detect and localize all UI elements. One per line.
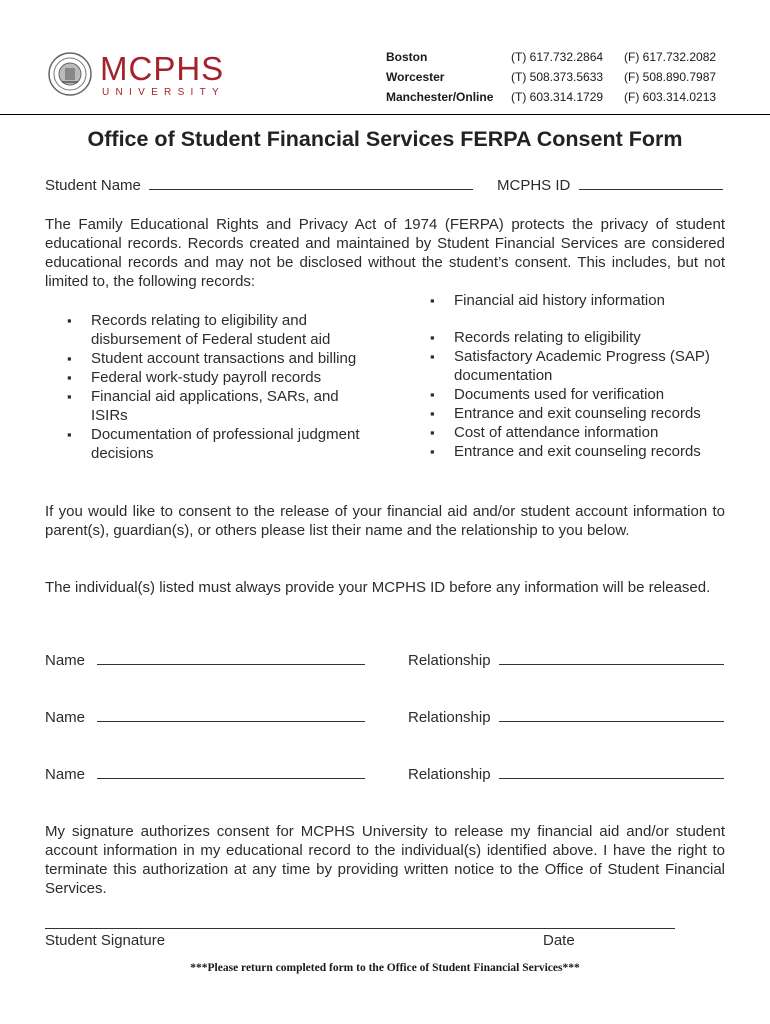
name-label: Name [45, 709, 86, 726]
list-item: ▪ Documentation of professional judgment decisions [67, 425, 367, 463]
relationship-label: Relationship [408, 709, 491, 726]
return-instructions: ***Please return completed form to the Office of Student Financial Services*** [190, 962, 580, 974]
name-line[interactable] [97, 720, 365, 722]
university-seal-icon [48, 52, 92, 96]
relationship-line[interactable] [499, 720, 724, 722]
contact-phone: (T) 508.373.5633 [511, 70, 604, 84]
consent-intro: If you would like to consent to the release of your financial aid and/or student account information to parent(s), guardian(s), or others please list their name and the relationship to you below. [45, 503, 725, 539]
list-item: ▪ Entrance and exit counseling records [430, 404, 730, 423]
contact-fax: (F) 508.890.7987 [624, 70, 717, 84]
contact-row [386, 67, 716, 87]
student-name-label: Student Name [45, 177, 141, 194]
authorization-text: My signature authorizes consent for MCPHS University to release my financial aid and/or student account information in my educational record to the individual(s) identified above. I have the right to terminate this authorization at any time by providing written notice to the Office of Student Financial Services. [45, 823, 725, 897]
university-logo [48, 50, 248, 110]
name-line[interactable] [97, 777, 365, 779]
list-item: ▪ Records relating to eligibility [430, 328, 730, 347]
mcphs-id-label: MCPHS ID [497, 177, 571, 194]
relationship-field[interactable] [408, 652, 724, 669]
contact-name-field[interactable] [45, 652, 365, 669]
contact-phone: (T) 617.732.2864 [511, 50, 604, 64]
records-left-list [67, 311, 367, 463]
records-right-top [430, 291, 730, 310]
contact-name-field[interactable] [45, 709, 365, 726]
contact-fax: (F) 603.314.0213 [624, 90, 717, 104]
list-item: ▪ Entrance and exit counseling records [430, 442, 730, 461]
signature-line[interactable] [45, 928, 675, 929]
relationship-label: Relationship [408, 652, 491, 669]
page-title: Office of Student Financial Services FERPA Consent Form [87, 127, 683, 151]
name-label: Name [45, 652, 86, 669]
id-notice: The individual(s) listed must always provide your MCPHS ID before any information will be released. [45, 579, 711, 596]
relationship-line[interactable] [499, 777, 724, 779]
contact-row [386, 87, 716, 107]
contact-city: Boston [386, 50, 428, 64]
ferpa-intro: The Family Educational Rights and Privacy Act of 1974 (FERPA) protects the privacy of student educational records. Records created and maintained by Student Financial Services are considered educational records and may not be disclosed without the student’s consent. This includes, but not limited to, the following records: [45, 216, 725, 290]
contact-fax: (F) 617.732.2082 [624, 50, 717, 64]
relationship-label: Relationship [408, 766, 491, 783]
records-right-list [430, 328, 730, 461]
logo-subtext: UNIVERSITY [102, 87, 226, 98]
name-label: Name [45, 766, 86, 783]
contact-city: Manchester/Online [386, 90, 494, 104]
student-name-line[interactable] [149, 188, 473, 190]
list-item: ▪ Documents used for verification [430, 385, 730, 404]
list-item: ▪ Financial aid history information [430, 291, 730, 310]
relationship-field[interactable] [408, 709, 724, 726]
contact-city: Worcester [386, 70, 445, 84]
list-item: ▪ Financial aid applications, SARs, and ISIRs [67, 387, 367, 425]
campus-contacts [386, 47, 716, 107]
contact-row [386, 47, 716, 67]
relationship-field[interactable] [408, 766, 724, 783]
date-label: Date [543, 932, 575, 949]
contact-phone: (T) 603.314.1729 [511, 90, 604, 104]
list-item: ▪ Satisfactory Academic Progress (SAP) documentation [430, 347, 730, 385]
student-name-field[interactable] [45, 177, 473, 194]
mcphs-id-line[interactable] [579, 188, 723, 190]
header-divider [0, 114, 770, 115]
relationship-line[interactable] [499, 663, 724, 665]
list-item: ▪ Student account transactions and billing [67, 349, 367, 368]
signature-label: Student Signature [45, 932, 166, 949]
list-item: ▪ Records relating to eligibility and disbursement of Federal student aid [67, 311, 367, 349]
mcphs-id-field[interactable] [497, 177, 723, 194]
logo-wordmark: MCPHS [100, 50, 225, 87]
name-line[interactable] [97, 663, 365, 665]
list-item: ▪ Federal work-study payroll records [67, 368, 367, 387]
list-item: ▪ Cost of attendance information [430, 423, 730, 442]
contact-name-field[interactable] [45, 766, 365, 783]
